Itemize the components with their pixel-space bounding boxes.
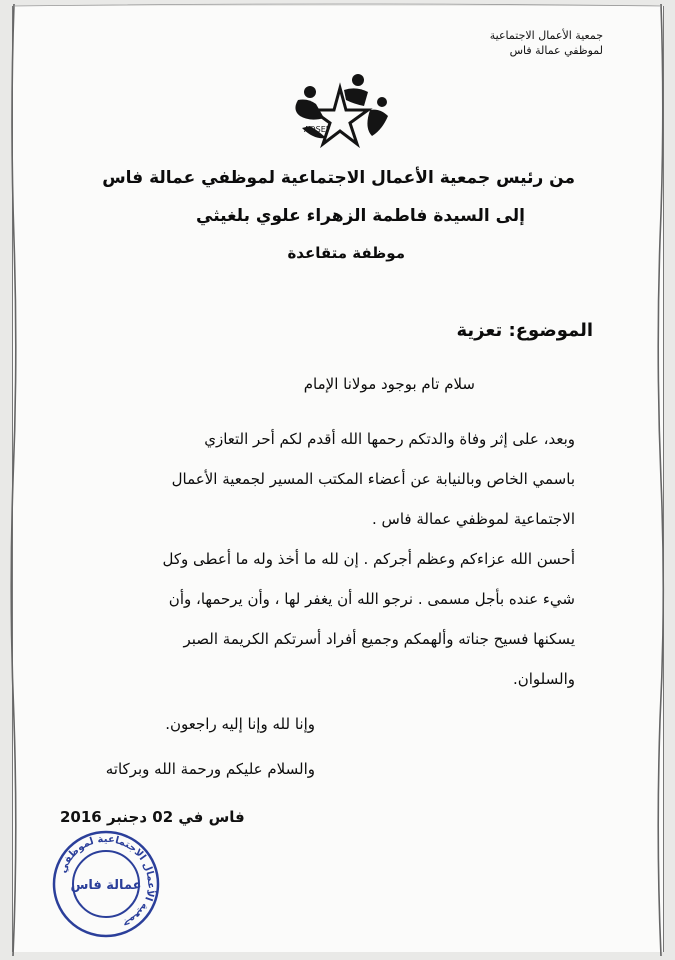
stamp-outer-text: جمعية الأعمال الاجتماعية لموظفي (57, 833, 157, 930)
body-p2-line2: شيء عنده بأجل مسمى . نرجو الله أن يغفر لها ، وأن يرحمها، وأن (168, 590, 575, 608)
body-p2-line1: أحسن الله عزاءكم وعظم أجركم . إن لله ما أخذ وله ما أعطى وكل (162, 550, 575, 568)
org-name-line2: لموظفي عمالة فاس (509, 44, 603, 57)
body-p1-line2: باسمي الخاص وبالنيابة عن أعضاء المكتب المسير لجمعية الأعمال (171, 470, 575, 488)
letter-date: فاس في 02 دجنبر 2016 (60, 808, 245, 826)
letter-salutation: سلام تام بوجود مولانا الإمام (303, 375, 475, 393)
official-stamp-icon (50, 828, 162, 940)
body-p2-line4: والسلوان. (512, 670, 575, 688)
association-logo-icon (280, 70, 400, 150)
closing-verse: وإنا لله وإنا إليه راجعون. (165, 715, 315, 733)
body-p1-line1: وبعد، على إثر وفاة والدتكم رحمها الله أقدم لكم أحر التعازي (204, 430, 575, 448)
letter-recipient: إلى السيدة فاطمة الزهراء علوي بلغيثي (196, 206, 525, 226)
recipient-role: موظفة متقاعدة (287, 244, 405, 262)
body-p1-line3: الاجتماعية لموظفي عمالة فاس . (372, 510, 575, 528)
org-name-line1: جمعية الأعمال الاجتماعية (489, 29, 603, 42)
organization-header (403, 28, 603, 58)
letter-subject: الموضوع: تعزية (456, 320, 593, 341)
stamp-inner-text: عمالة فاس (70, 878, 142, 893)
logo-caption: AOSEF (304, 125, 331, 134)
closing-greeting: والسلام عليكم ورحمة الله وبركاته (105, 760, 315, 778)
body-p2-line3: يسكنها فسيح جناته وألهمكم وجميع أفراد أسرتكم الكريمة الصبر (183, 630, 575, 648)
letter-from: من رئيس جمعية الأعمال الاجتماعية لموظفي عمالة فاس (102, 168, 575, 188)
